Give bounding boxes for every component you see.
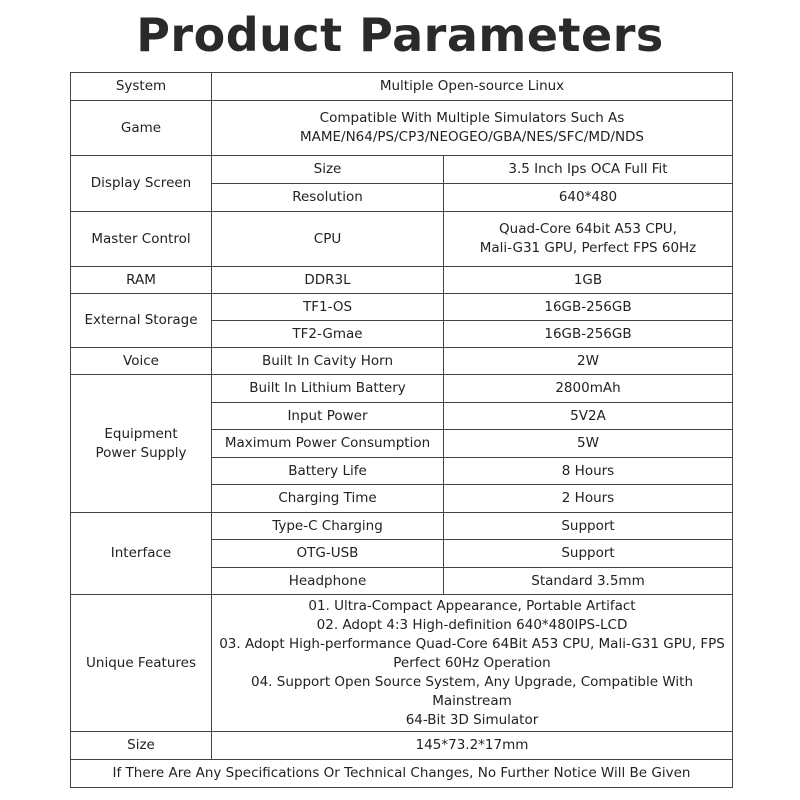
power-label xyxy=(71,375,212,513)
power-row-value: 2800mAh xyxy=(444,375,733,403)
row-interface-0 xyxy=(71,513,733,540)
power-label-line1: Equipment xyxy=(104,425,178,442)
system-label: System xyxy=(71,73,212,101)
interface-row-label: OTG-USB xyxy=(212,540,444,568)
page-title: Product Parameters xyxy=(136,8,664,62)
feature-line: 64-Bit 3D Simulator xyxy=(405,711,539,728)
power-label-line2: Power Supply xyxy=(95,444,187,461)
display-size-label: Size xyxy=(212,156,444,184)
row-power-0 xyxy=(71,375,733,403)
storage-label: External Storage xyxy=(71,294,212,348)
ram-sub: DDR3L xyxy=(212,267,444,294)
row-features xyxy=(71,595,733,732)
row-ram xyxy=(71,267,733,294)
master-label: Master Control xyxy=(71,212,212,267)
power-row-value: 5W xyxy=(444,430,733,458)
ram-label: RAM xyxy=(71,267,212,294)
spec-table xyxy=(70,72,733,788)
interface-row-label: Headphone xyxy=(212,568,444,595)
features-list xyxy=(212,595,733,732)
row-voice xyxy=(71,348,733,375)
interface-row-label: Type-C Charging xyxy=(212,513,444,540)
storage-tf1-value: 16GB-256GB xyxy=(444,294,733,321)
cpu-line1: Quad-Core 64bit A53 CPU, xyxy=(499,221,677,237)
cpu-line2: Mali-G31 GPU, Perfect FPS 60Hz xyxy=(479,240,697,256)
ram-value: 1GB xyxy=(444,267,733,294)
display-label: Display Screen xyxy=(71,156,212,212)
display-res-label: Resolution xyxy=(212,184,444,212)
display-size-value: 3.5 Inch Ips OCA Full Fit xyxy=(444,156,733,184)
storage-tf2-label: TF2-Gmae xyxy=(212,321,444,348)
voice-sub: Built In Cavity Horn xyxy=(212,348,444,375)
row-game xyxy=(71,101,733,156)
feature-line: 01. Ultra-Compact Appearance, Portable Artifact xyxy=(308,597,636,614)
game-label: Game xyxy=(71,101,212,156)
system-value: Multiple Open-source Linux xyxy=(212,73,733,101)
power-row-label: Maximum Power Consumption xyxy=(212,430,444,458)
power-row-value: 8 Hours xyxy=(444,458,733,485)
master-cpu-label: CPU xyxy=(212,212,444,267)
power-row-value: 5V2A xyxy=(444,403,733,430)
interface-row-value: Support xyxy=(444,540,733,568)
size-label: Size xyxy=(71,732,212,760)
storage-tf1-label: TF1-OS xyxy=(212,294,444,321)
features-label: Unique Features xyxy=(71,595,212,732)
power-row-label: Built In Lithium Battery xyxy=(212,375,444,403)
game-value-line2: MAME/N64/PS/CP3/NEOGEO/GBA/NES/SFC/MD/NDS xyxy=(299,129,645,145)
feature-line: 04. Support Open Source System, Any Upgrade, Compatible With Mainstream xyxy=(250,673,693,709)
row-storage-tf1 xyxy=(71,294,733,321)
master-cpu-value xyxy=(444,212,733,267)
footer-note: If There Are Any Specifications Or Technical Changes, No Further Notice Will Be Given xyxy=(71,760,733,788)
power-row-label: Input Power xyxy=(212,403,444,430)
row-master xyxy=(71,212,733,267)
power-row-value: 2 Hours xyxy=(444,485,733,513)
game-value-line1: Compatible With Multiple Simulators Such As xyxy=(319,110,625,126)
power-row-label: Charging Time xyxy=(212,485,444,513)
display-res-value: 640*480 xyxy=(444,184,733,212)
interface-row-value: Support xyxy=(444,513,733,540)
game-value xyxy=(212,101,733,156)
feature-line: 02. Adopt 4:3 High-definition 640*480IPS-LCD xyxy=(316,616,628,633)
storage-tf2-value: 16GB-256GB xyxy=(444,321,733,348)
feature-line: Perfect 60Hz Operation xyxy=(393,654,551,671)
voice-label: Voice xyxy=(71,348,212,375)
voice-value: 2W xyxy=(444,348,733,375)
feature-line: 03. Adopt High-performance Quad-Core 64Bit A53 CPU, Mali-G31 GPU, FPS xyxy=(219,635,725,652)
interface-row-value: Standard 3.5mm xyxy=(444,568,733,595)
row-footer xyxy=(71,760,733,788)
size-value: 145*73.2*17mm xyxy=(212,732,733,760)
row-system xyxy=(71,73,733,101)
row-size xyxy=(71,732,733,760)
row-display-size xyxy=(71,156,733,184)
power-row-label: Battery Life xyxy=(212,458,444,485)
interface-label: Interface xyxy=(71,513,212,595)
